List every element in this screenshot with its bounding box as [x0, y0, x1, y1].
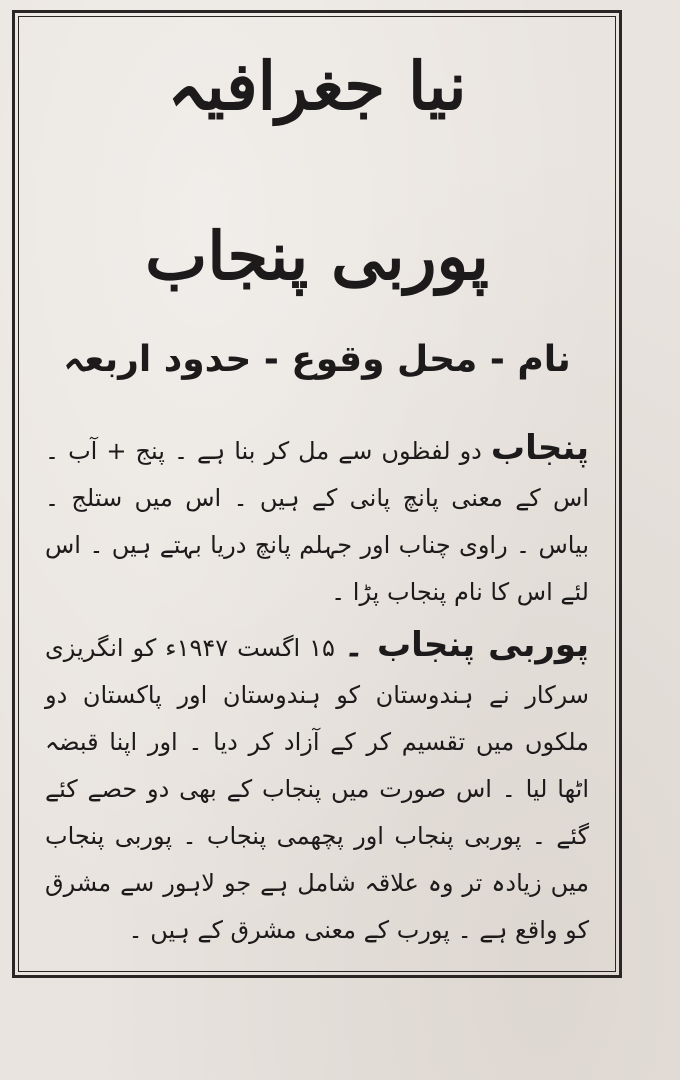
paragraph-body: دو لفظوں سے مل کر بنا ہے ۔ پنج + آب ۔ اس کے معنی پانچ پانی کے ہیں ۔ اس میں ستلج ۔ بیاس ۔ راوی چناب اور جہلم پانچ دریا بہتے ہیں ۔ اس لئے اس کا نام پنجاب پڑا ۔ [45, 437, 589, 606]
page-title: نیا جغرافیہ [167, 47, 467, 125]
content-frame [18, 16, 616, 972]
paragraph-punjab [45, 425, 589, 616]
paragraph-body: ۱۵ اگست ۱۹۴۷ء کو انگریزی سرکار نے ہندوستان کو ہندوستان اور پاکستان دو ملکوں میں تقسیم کر کے آزاد کر دیا ۔ اور اپنا قبضہ اٹھا لیا ۔ اس صورت میں پنجاب کے بھی دو حصے کئے گئے ۔ پوربی پنجاب اور پچھمی پنجاب ۔ پوربی پنجاب میں زیادہ تر وہ علاقہ شامل ہے جو لاہور سے مشرق کو واقع ہے ۔ پورب کے معنی مشرق کے ہیں ۔ [45, 634, 589, 944]
paragraph-lead: پنجاب [490, 428, 589, 468]
section-heading: نام - محل وقوع - حدود اربعہ [63, 339, 571, 380]
paragraph-east-punjab [45, 622, 589, 954]
page-subtitle: پوربی پنجاب [145, 217, 489, 295]
paragraph-lead: پوربی پنجاب ۔ [343, 625, 590, 665]
